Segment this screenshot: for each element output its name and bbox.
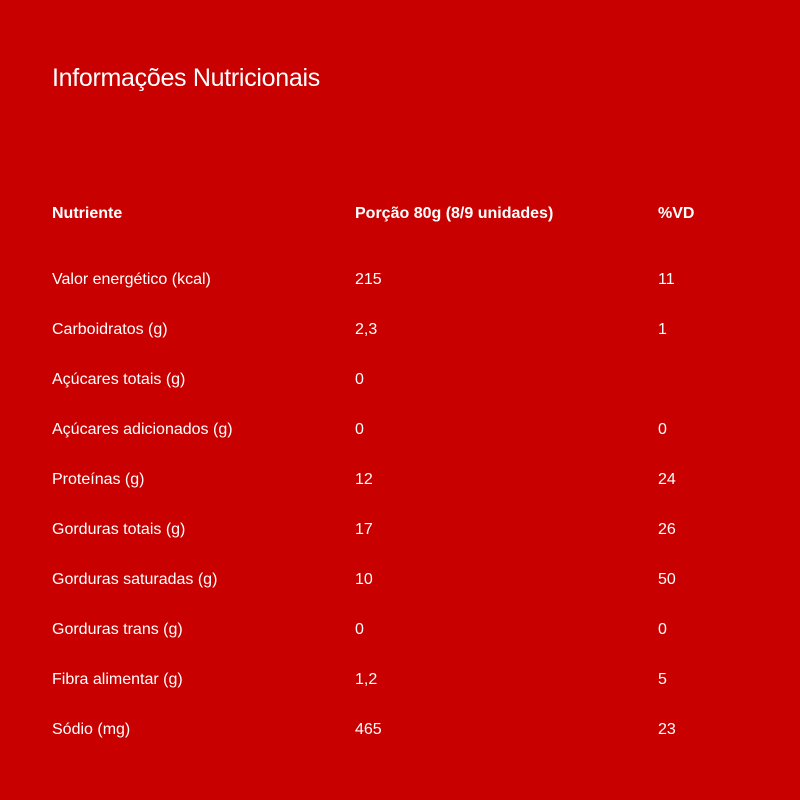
portion-value: 1,2 <box>355 671 378 688</box>
nutrient-name: Gorduras trans (g) <box>52 621 183 638</box>
table-row <box>52 621 752 671</box>
portion-value: 0 <box>355 621 364 638</box>
table-row <box>52 721 752 771</box>
nutrition-table <box>52 205 752 771</box>
nutrient-name: Proteínas (g) <box>52 471 145 488</box>
page-title: Informações Nutricionais <box>52 64 320 92</box>
header-portion: Porção 80g (8/9 unidades) <box>355 205 554 222</box>
daily-value: 26 <box>658 521 676 538</box>
daily-value: 11 <box>658 271 675 288</box>
nutrient-name: Açúcares totais (g) <box>52 371 186 388</box>
daily-value: 24 <box>658 471 676 488</box>
daily-value: 0 <box>658 421 667 438</box>
table-row <box>52 321 752 371</box>
table-header-row <box>52 205 752 271</box>
portion-value: 12 <box>355 471 373 488</box>
table-row <box>52 371 752 421</box>
nutrient-name: Carboidratos (g) <box>52 321 168 338</box>
daily-value: 50 <box>658 571 676 588</box>
portion-value: 10 <box>355 571 373 588</box>
portion-value: 2,3 <box>355 321 378 338</box>
daily-value: 5 <box>658 671 667 688</box>
portion-value: 0 <box>355 371 364 388</box>
nutrient-name: Sódio (mg) <box>52 721 131 738</box>
table-row <box>52 571 752 621</box>
daily-value: 23 <box>658 721 676 738</box>
portion-value: 0 <box>355 421 364 438</box>
table-row <box>52 671 752 721</box>
nutrient-name: Gorduras totais (g) <box>52 521 186 538</box>
table-row <box>52 421 752 471</box>
table-row <box>52 271 752 321</box>
table-row <box>52 521 752 571</box>
daily-value: 0 <box>658 621 667 638</box>
nutrient-name: Valor energético (kcal) <box>52 271 211 288</box>
nutrient-name: Fibra alimentar (g) <box>52 671 183 688</box>
table-body <box>52 271 752 771</box>
daily-value: 1 <box>658 321 667 338</box>
portion-value: 465 <box>355 721 382 738</box>
nutrient-name: Gorduras saturadas (g) <box>52 571 218 588</box>
table-row <box>52 471 752 521</box>
header-daily-value: %VD <box>658 205 695 222</box>
portion-value: 215 <box>355 271 382 288</box>
nutrient-name: Açúcares adicionados (g) <box>52 421 233 438</box>
header-nutrient: Nutriente <box>52 205 123 222</box>
portion-value: 17 <box>355 521 373 538</box>
